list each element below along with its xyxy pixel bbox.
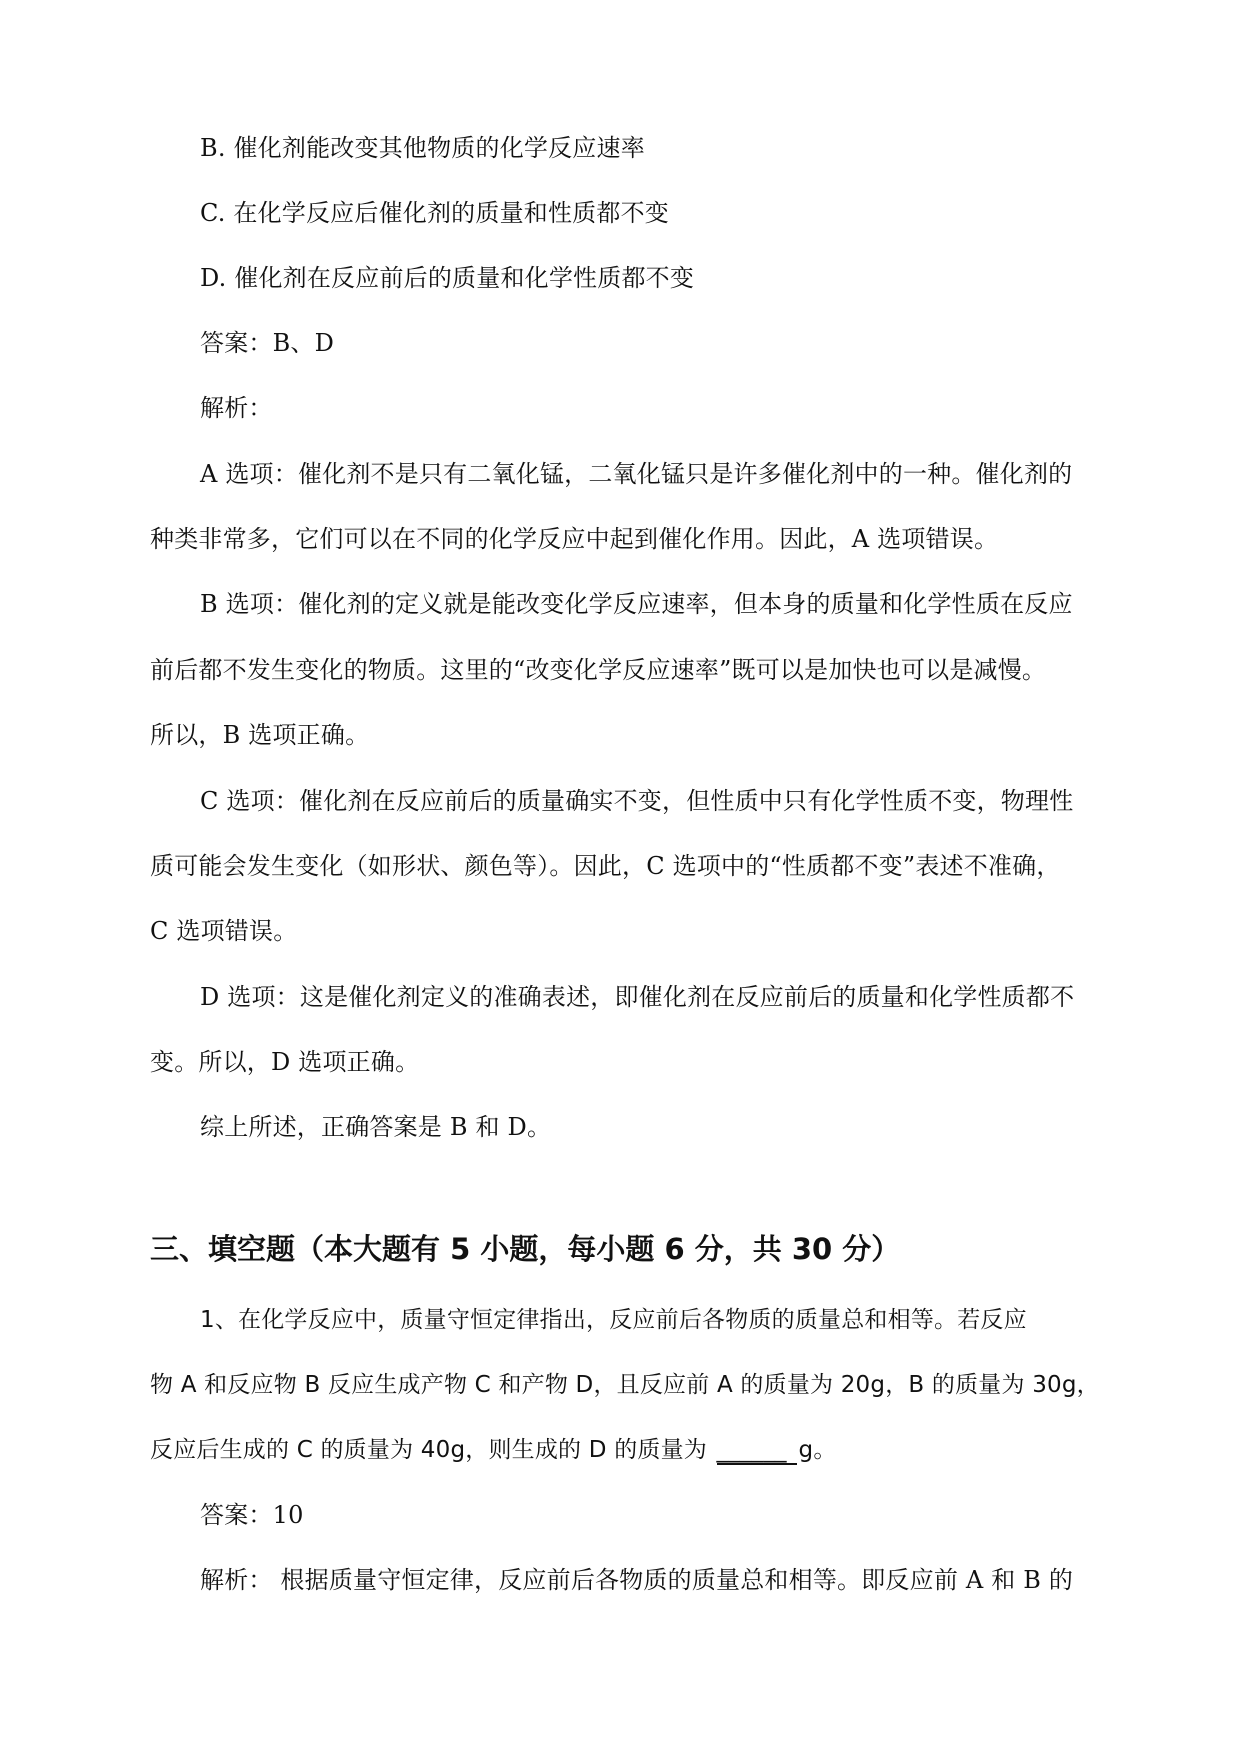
section-heading: 三、填空题（本大题有 5 小题，每小题 6 分，共 30 分）: [150, 1232, 901, 1266]
analysis-b-line-1: B 选项：催化剂的定义就是能改变化学反应速率，但本身的质量和化学性质在反应: [200, 590, 1073, 618]
answer-blank: ______: [717, 1437, 797, 1465]
analysis-a-line-2: 种类非常多，它们可以在不同的化学反应中起到催化作用。因此，A 选项错误。: [150, 525, 999, 553]
answer-line: 答案：B、D: [200, 329, 335, 357]
question-1-line-3-text: 反应后生成的 C 的质量为 40g，则生成的 D 的质量为: [150, 1437, 707, 1463]
analysis-c-line-3: C 选项错误。: [150, 917, 298, 945]
question-1-answer: 答案：10: [200, 1501, 304, 1529]
analysis-summary: 综上所述，正确答案是 B 和 D。: [200, 1113, 552, 1141]
analysis-b-line-2: 前后都不发生变化的物质。这里的“改变化学反应速率”既可以是加快也可以是减慢。: [150, 656, 1047, 684]
analysis-c-line-2: 质可能会发生变化（如形状、颜色等）。因此，C 选项中的“性质都不变”表述不准确，: [150, 852, 1061, 880]
option-c: C. 在化学反应后催化剂的质量和性质都不变: [200, 199, 669, 227]
question-1-line-3: [150, 1434, 837, 1466]
analysis-b-line-3: 所以，B 选项正确。: [150, 721, 370, 749]
analysis-d-line-1: D 选项：这是催化剂定义的准确表述，即催化剂在反应前后的质量和化学性质都不: [200, 983, 1075, 1011]
analysis-label: 解析：: [200, 394, 273, 422]
question-1-analysis: 解析： 根据质量守恒定律，反应前后各物质的质量总和相等。即反应前 A 和 B 的: [200, 1566, 1074, 1594]
question-1-line-2: 物 A 和反应物 B 反应生成产物 C 和产物 D，且反应前 A 的质量为 20g，B 的质量为 30g，: [150, 1372, 1100, 1398]
analysis-d-line-2: 变。所以，D 选项正确。: [150, 1048, 420, 1076]
option-b: B. 催化剂能改变其他物质的化学反应速率: [200, 134, 645, 162]
analysis-a-line-1: A 选项：催化剂不是只有二氧化锰，二氧化锰只是许多催化剂中的一种。催化剂的: [200, 460, 1073, 488]
option-d: D. 催化剂在反应前后的质量和化学性质都不变: [200, 264, 695, 292]
question-1-line-1: 1、在化学反应中，质量守恒定律指出，反应前后各物质的质量总和相等。若反应: [200, 1307, 1027, 1333]
question-1-unit: g。: [798, 1437, 837, 1463]
analysis-c-line-1: C 选项：催化剂在反应前后的质量确实不变，但性质中只有化学性质不变，物理性: [200, 787, 1074, 815]
